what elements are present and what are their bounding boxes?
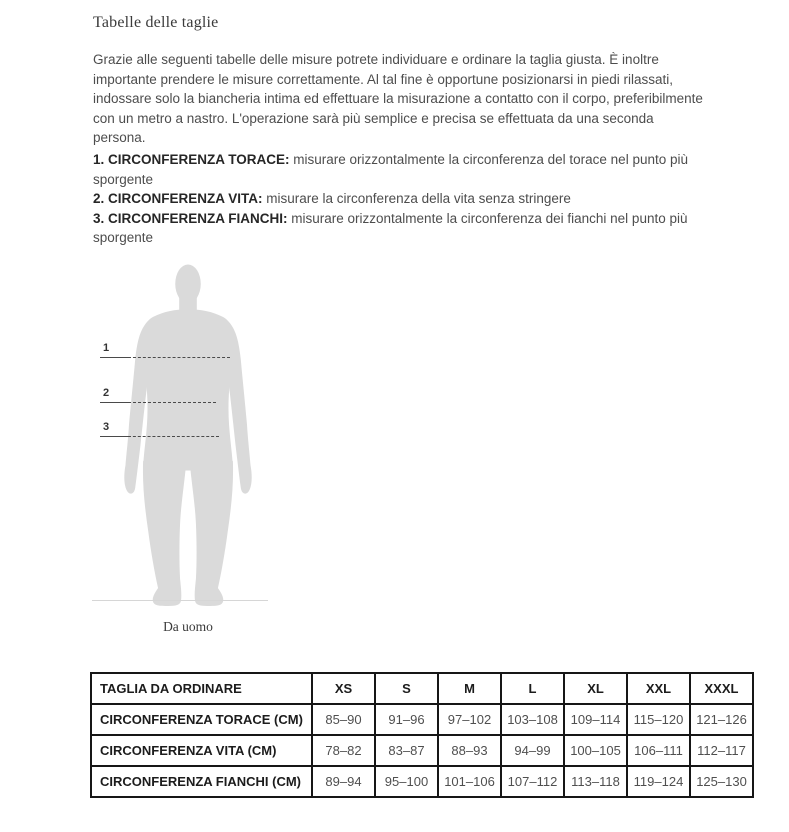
size-range-cell: 115–120 <box>627 704 690 735</box>
marker-line-dashed <box>128 357 230 358</box>
instruction-label: 1. CIRCONFERENZA TORACE: <box>93 152 290 167</box>
size-range-cell: 97–102 <box>438 704 501 735</box>
size-range-cell: 94–99 <box>501 735 564 766</box>
size-range-cell: 78–82 <box>312 735 375 766</box>
figure-caption: Da uomo <box>163 619 213 634</box>
marker-line-dashed <box>128 436 219 437</box>
size-column-header: M <box>438 673 501 704</box>
size-column-header: XXL <box>627 673 690 704</box>
intro-paragraph: Grazie alle seguenti tabelle delle misure potrete individuare e ordinare la taglia giusta. È inoltre importante prendere le misure correttamente. Al tal fine è opportune posizionarsi in piedi rilassati, indossare solo la biancheria intima ed effettuare la misurazione a contatto con il corpo, preferibilmente con un metro a nastro. L'operazione sarà più semplice e precisa se effettuata da una seconda persona. <box>93 52 703 145</box>
instruction-item <box>93 209 709 248</box>
marker-line-solid <box>100 402 128 403</box>
marker-line-dashed <box>128 402 216 403</box>
table-header-row <box>91 673 753 704</box>
size-range-cell: 95–100 <box>375 766 438 797</box>
size-column-header: S <box>375 673 438 704</box>
size-column-header: L <box>501 673 564 704</box>
table-row <box>91 766 753 797</box>
table-row <box>91 735 753 766</box>
marker-line-solid <box>100 436 128 437</box>
table-corner-header: TAGLIA DA ORDINARE <box>91 673 312 704</box>
size-range-cell: 119–124 <box>627 766 690 797</box>
size-range-cell: 88–93 <box>438 735 501 766</box>
measurement-line-hips <box>100 421 219 437</box>
marker-label-3: 3 <box>103 421 110 433</box>
size-range-cell: 106–111 <box>627 735 690 766</box>
size-table-body <box>91 704 753 797</box>
marker-label-1: 1 <box>103 342 110 354</box>
instruction-text: misurare la circonferenza della vita senza stringere <box>266 191 571 206</box>
size-table <box>90 672 754 798</box>
page-title: Tabelle delle taglie <box>93 14 219 31</box>
size-range-cell: 100–105 <box>564 735 627 766</box>
instruction-item <box>93 150 709 189</box>
size-range-cell: 113–118 <box>564 766 627 797</box>
size-range-cell: 91–96 <box>375 704 438 735</box>
size-table-header <box>91 673 753 704</box>
size-range-cell: 85–90 <box>312 704 375 735</box>
size-range-cell: 107–112 <box>501 766 564 797</box>
table-row <box>91 704 753 735</box>
instruction-text: misurare orizzontalmente la circonferenza del torace nel punto più sporgente <box>93 152 688 187</box>
row-label: CIRCONFERENZA VITA (CM) <box>91 735 312 766</box>
size-range-cell: 109–114 <box>564 704 627 735</box>
size-range-cell: 125–130 <box>690 766 753 797</box>
marker-line-solid <box>100 357 128 358</box>
measurement-line-waist <box>100 387 216 403</box>
row-label: CIRCONFERENZA TORACE (CM) <box>91 704 312 735</box>
size-range-cell: 89–94 <box>312 766 375 797</box>
row-label: CIRCONFERENZA FIANCHI (CM) <box>91 766 312 797</box>
size-range-cell: 121–126 <box>690 704 753 735</box>
marker-label-2: 2 <box>103 387 110 399</box>
size-column-header: XS <box>312 673 375 704</box>
instruction-label: 2. CIRCONFERENZA VITA: <box>93 191 263 206</box>
size-range-cell: 83–87 <box>375 735 438 766</box>
size-range-cell: 112–117 <box>690 735 753 766</box>
size-range-cell: 101–106 <box>438 766 501 797</box>
instruction-item <box>93 189 709 209</box>
size-range-cell: 103–108 <box>501 704 564 735</box>
male-silhouette <box>100 262 276 610</box>
instruction-text: misurare orizzontalmente la circonferenza dei fianchi nel punto più sporgente <box>93 210 688 245</box>
ground-line <box>92 600 268 601</box>
measure-instructions <box>93 150 709 248</box>
measurement-line-chest <box>100 342 230 358</box>
size-column-header: XXXL <box>690 673 753 704</box>
instruction-label: 3. CIRCONFERENZA FIANCHI: <box>93 210 288 226</box>
size-column-header: XL <box>564 673 627 704</box>
